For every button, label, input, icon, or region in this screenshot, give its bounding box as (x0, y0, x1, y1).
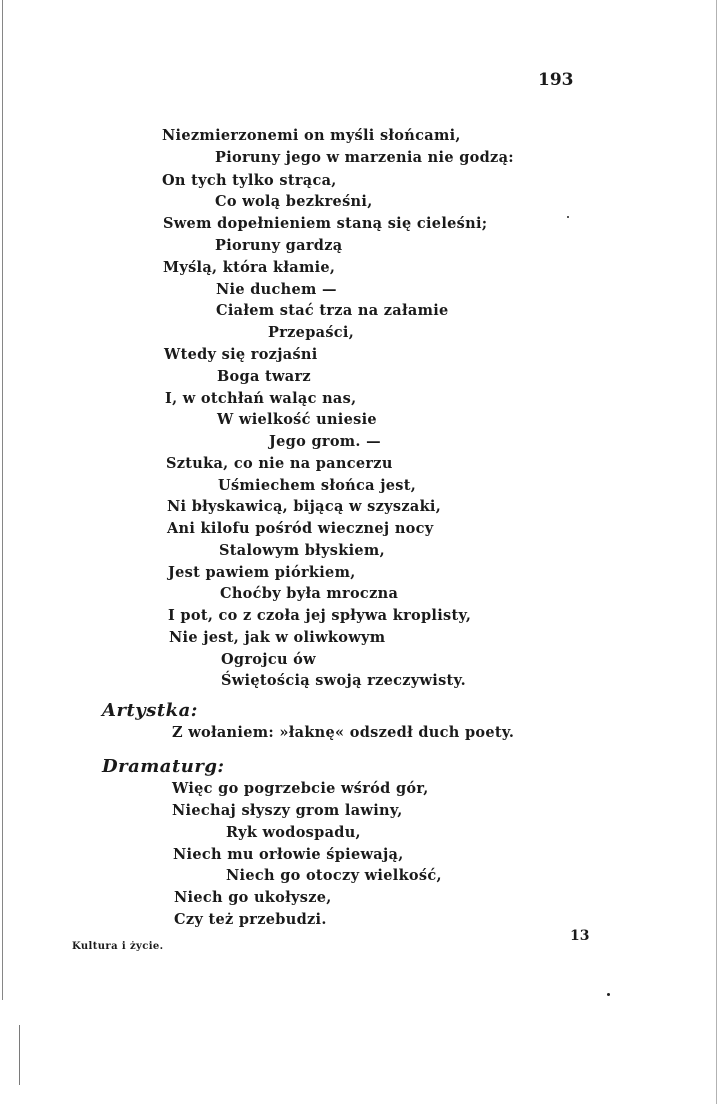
dialogue-line: Niech go ukołysze, (174, 889, 332, 906)
dialogue-line: Niech go otoczy wielkość, (226, 867, 442, 884)
poem-line: Wtedy się rozjaśni (164, 346, 318, 363)
poem-line: Nie duchem — (216, 281, 337, 298)
poem-line: On tych tylko strąca, (162, 172, 337, 189)
poem-line: W wielkość uniesie (217, 411, 377, 428)
poem-line: Boga twarz (217, 368, 311, 385)
sheet-number: 13 (570, 928, 590, 944)
poem-line: Stalowym błyskiem, (219, 542, 385, 559)
poem-line: Świętością swoją rzeczywisty. (221, 672, 466, 689)
left-margin-line (2, 0, 3, 1000)
poem-line: Niezmierzonemi on myśli słońcami, (162, 127, 461, 144)
dialogue-line: Więc go pogrzebcie wśród gór, (172, 780, 429, 797)
poem-line: Sztuka, co nie na pancerzu (166, 455, 393, 472)
right-margin-line (716, 0, 717, 1104)
poem-line: I pot, co z czoła jej spływa kroplisty, (168, 607, 472, 624)
poem-line: Jest pawiem piórkiem, (168, 564, 356, 581)
poem-line: Ni błyskawicą, bijącą w szyszaki, (167, 498, 442, 515)
poem-line: Myślą, która kłamie, (163, 259, 336, 276)
poem-line: Ani kilofu pośród wiecznej nocy (167, 520, 434, 537)
signature-mark: Kultura i życie. (72, 941, 164, 952)
speaker-name: Dramaturg: (102, 756, 225, 777)
left-margin-line (19, 1025, 20, 1085)
dialogue-line: Z wołaniem: »łaknę« odszedł duch poety. (172, 724, 515, 741)
poem-line: Choćby była mroczna (220, 585, 399, 602)
poem-line: Ciałem stać trza na załamie (216, 302, 449, 319)
poem-line: I, w otchłań waląc nas, (165, 390, 357, 407)
poem-line: Przepaści, (268, 324, 355, 341)
dialogue-line: Niechaj słyszy grom lawiny, (172, 802, 403, 819)
poem-line: Co wolą bezkreśni, (215, 193, 373, 210)
poem-line: Nie jest, jak w oliwkowym (169, 629, 386, 646)
page-number: 193 (538, 70, 574, 90)
scan-speck (567, 216, 569, 218)
poem-line: Pioruny gardzą (215, 237, 343, 254)
speaker-name: Artystka: (102, 700, 198, 721)
dialogue-line: Niech mu orłowie śpiewają, (173, 846, 404, 863)
poem-line: Jego grom. — (269, 433, 381, 450)
dialogue-line: Ryk wodospadu, (226, 824, 361, 841)
poem-line: Swem dopełnieniem staną się cieleśni; (163, 215, 488, 232)
scan-speck (607, 993, 610, 996)
poem-line: Ogrojcu ów (221, 651, 316, 668)
dialogue-line: Czy też przebudzi. (174, 911, 327, 928)
poem-line: Pioruny jego w marzenia nie godzą: (215, 149, 514, 166)
poem-line: Uśmiechem słońca jest, (218, 477, 417, 494)
